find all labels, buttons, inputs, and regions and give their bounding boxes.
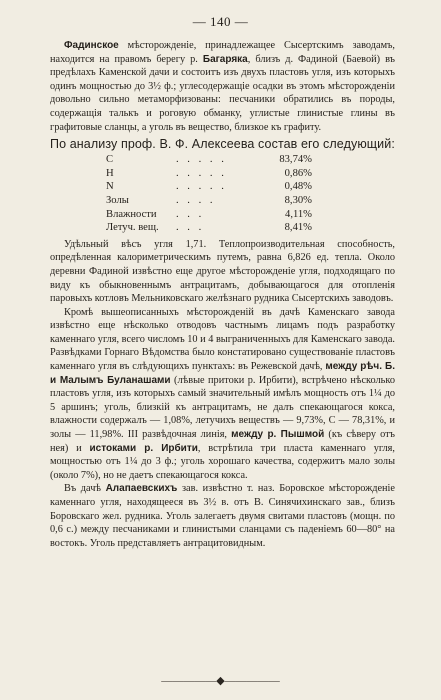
page-body [50,39,395,550]
paragraph-text: зав. извѣстно т. наз. Боровское мѣсторожденіе каменнаго угля, находящееся въ 3½ в. отъ В. Синячихинскаго зав., близъ Боровскаго жел. рудника. Уголь залегаетъ двумя свитами пластовъ (мощн. по 0,6 с.) между песчаниками и глинистыми сланцами съ паденіемъ 60—80° на востокъ. Уголь представляетъ антрацитовидным. [50,483,395,549]
river-name: Багаряка [202,53,248,65]
analysis-table [106,153,312,235]
paragraph-specific-gravity: Удѣльный вѣсъ угля 1,71. Теплопроизводительная способность, опредѣленная калориметрическимъ путемъ, равна 6,826 ед. тепла. Около деревни Фадиной извѣстно еще другое мѣсторожденіе угля, подходящаго по виду къ обыкновеннымъ антрацитамъ, добывающагося для отопленія паровыхъ котловъ Мельниковскаго желѣзнаго рудника Сысертскихъ заводовъ. [50,238,395,305]
location-name: Алапаевскихъ [105,483,178,495]
paragraph-text: , встрѣтила три пласта каменнаго угля, мощностью отъ 1¼ до 3 ф.; уголь хорошаго качества, содержитъ мало золы (около 7%), но не даетъ спекающагося кокса. [50,442,395,481]
paragraph-text: Въ дачѣ [64,483,106,495]
paragraph-text: Кромѣ вышеописанныхъ мѣсторожденій въ дачѣ Каменскаго завода извѣстно еще нѣсколько отводовъ частнымъ лицамъ подъ разработку каменнаго угля, всего числомъ 10 и 4 выграниченныхъ для Каменскаго завода. Развѣдками Горнаго Вѣдомства было констатировано существованіе пластовъ каменнаго угля въ слѣдующихъ пунктахъ: въ Режевской дачѣ, [50,306,395,373]
location-name: истоками р. Ирбити [89,442,198,454]
paragraph-fadino-deposit [50,39,395,134]
analysis-value: 4,11% [285,208,312,220]
analysis-label: Летуч. вещ. [106,222,159,234]
analysis-dots: . . . [176,208,205,220]
location-name: между р. Пышмой [231,429,325,441]
ornament-divider: —————◆————— [161,675,280,687]
analysis-row [106,194,312,208]
paragraph-text: (къ сѣверу отъ нея) и [50,429,395,454]
paragraph-text: мѣсторожденіе, принадлежащее Сысертскимъ заводамъ, находится на правомъ берегу р. [50,40,395,65]
analysis-label: Золы [106,194,129,206]
analysis-label: С [106,154,114,166]
paragraph-kamensk-deposits [50,306,395,483]
analysis-dots: . . . [176,222,205,234]
deposit-name: Фадинское [64,40,119,51]
analysis-row [106,221,312,235]
analysis-heading: По анализу проф. В. Ф. Алексеева состав его следующий: [50,137,395,152]
analysis-row [106,167,312,181]
analysis-value: 8,41% [284,222,312,234]
analysis-dots: . . . . . [176,181,227,193]
analysis-value: 83,74% [279,154,312,166]
location-name: между рѣч. Б. и Малымъ Буланашами [50,361,395,386]
analysis-dots: . . . . . [176,154,227,166]
analysis-row [106,153,312,167]
paragraph-text: , близъ д. Фадиной (Баевой) въ предѣлахъ Каменской дачи и состоитъ изъ двухъ пластовъ угля, изъ которыхъ одинъ мощностью до 3½ ф.; углесодержащіе осадки въ этомъ мѣсторожденіи довольно сильно метаморфизованы: песчаники обратились въ породы, содержащія талькъ и роговую обманку, углистые глинистые глины въ графитовые сланцы, а уголь въ вещество, близкое къ графиту. [50,53,395,133]
analysis-row [106,208,312,222]
page-number: — 140 — [192,14,249,29]
analysis-label: Влажности [106,208,157,220]
analysis-dots: . . . . [176,194,216,206]
analysis-dots: . . . . . [176,167,227,179]
analysis-value: 8,30% [284,194,312,206]
paragraph-text: (лѣвые притоки р. Ирбити), встрѣчено нѣсколько пластовъ угля, изъ которыхъ самый значительный имѣлъ мощность отъ 1¼ до 5 аршинъ; уголь, близкій къ антрацитамъ, не далъ спекающагося кокса, влажности содержалъ — 1,08%, летучихъ веществъ — 9,73%, С — 78,31%, и золы — 11,98%. III развѣдочная линія, [50,374,395,441]
analysis-label: Н [106,167,114,179]
analysis-value: 0,48% [284,181,312,193]
analysis-label: N [106,181,114,193]
analysis-value: 0,86% [284,167,312,179]
analysis-row [106,180,312,194]
paragraph-alapaevsk [50,482,395,550]
